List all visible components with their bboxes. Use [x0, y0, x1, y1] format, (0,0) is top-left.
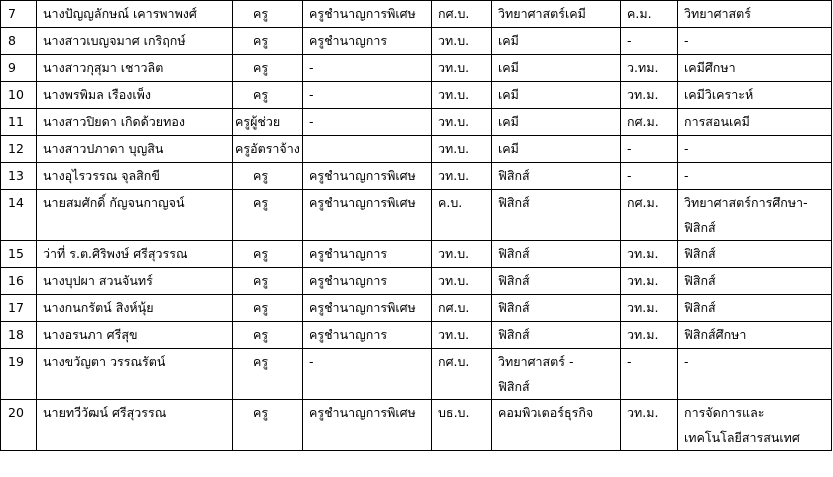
cell-text: ครูอัตราจ้าง — [235, 141, 300, 156]
cell-graduate-degree — [621, 82, 678, 109]
cell-line: เคมีศึกษา — [684, 60, 736, 75]
cell-number — [1, 268, 37, 295]
cell-name — [37, 322, 233, 349]
cell-graduate-degree — [621, 109, 678, 136]
cell-graduate-degree — [621, 241, 678, 268]
cell-bachelor-major — [492, 295, 621, 322]
table-row — [1, 400, 832, 451]
cell-text: นายสมศักดิ์ กัญจนกาญจน์ — [43, 195, 185, 210]
cell-academic-rank — [303, 322, 432, 349]
cell-bachelor-major — [492, 241, 621, 268]
cell-text: นางสาวปภาดา บุญสิน — [43, 141, 164, 156]
cell-line: - — [684, 354, 689, 369]
cell-text: นางอุไรวรรณ จุลสิกขี — [43, 168, 160, 183]
cell-text: นางขวัญตา วรรณรัตน์ — [43, 354, 166, 369]
cell-text: วท.ม. — [627, 273, 659, 288]
cell-position — [233, 1, 303, 28]
cell-line: - — [684, 168, 689, 183]
cell-academic-rank — [303, 268, 432, 295]
cell-position — [233, 109, 303, 136]
cell-line: เคมี — [498, 87, 519, 102]
cell-text: วท.บ. — [438, 327, 470, 342]
cell-graduate-major — [678, 55, 832, 82]
cell-line: ฟิสิกส์ — [684, 246, 716, 261]
cell-text: ครู — [253, 60, 269, 75]
cell-bachelor-degree — [432, 136, 492, 163]
cell-academic-rank — [303, 109, 432, 136]
cell-text: 12 — [8, 141, 24, 156]
cell-line: เคมี — [498, 33, 519, 48]
cell-position — [233, 82, 303, 109]
cell-name — [37, 400, 233, 451]
cell-text: 14 — [8, 195, 24, 210]
cell-graduate-degree — [621, 136, 678, 163]
cell-position — [233, 28, 303, 55]
cell-line: เคมี — [498, 114, 519, 129]
cell-position — [233, 163, 303, 190]
cell-line: ฟิสิกส์ — [498, 327, 530, 342]
cell-text: ครูชำนาญการ — [309, 246, 388, 261]
cell-text: กศ.บ. — [438, 6, 470, 21]
cell-academic-rank — [303, 28, 432, 55]
cell-number — [1, 295, 37, 322]
cell-text: วท.บ. — [438, 168, 470, 183]
cell-text: นางสาวกุสุมา เชาวลิต — [43, 60, 164, 75]
cell-number — [1, 349, 37, 400]
cell-bachelor-major — [492, 28, 621, 55]
cell-text: - — [309, 114, 314, 129]
cell-bachelor-major — [492, 55, 621, 82]
cell-number — [1, 163, 37, 190]
cell-bachelor-degree — [432, 295, 492, 322]
cell-position — [233, 55, 303, 82]
cell-text: ครู — [253, 327, 269, 342]
cell-bachelor-degree — [432, 28, 492, 55]
cell-name — [37, 241, 233, 268]
cell-graduate-major — [678, 322, 832, 349]
cell-bachelor-degree — [432, 163, 492, 190]
cell-graduate-major — [678, 1, 832, 28]
cell-position — [233, 295, 303, 322]
cell-text: นางบุปผา สวนจันทร์ — [43, 273, 153, 288]
cell-text: ครู — [253, 33, 269, 48]
cell-bachelor-major — [492, 349, 621, 400]
cell-text: ค.ม. — [627, 6, 652, 21]
cell-graduate-major — [678, 349, 832, 400]
cell-text: 20 — [8, 405, 24, 420]
cell-position — [233, 268, 303, 295]
cell-text: - — [627, 141, 632, 156]
table-row — [1, 190, 832, 241]
cell-academic-rank — [303, 190, 432, 241]
cell-text: ครูชำนาญการ — [309, 33, 388, 48]
cell-text: ครู — [253, 246, 269, 261]
cell-graduate-major — [678, 400, 832, 451]
cell-name — [37, 349, 233, 400]
cell-bachelor-degree — [432, 400, 492, 451]
cell-text: วท.บ. — [438, 273, 470, 288]
cell-text: ค.บ. — [438, 195, 463, 210]
cell-name — [37, 295, 233, 322]
cell-text: ครู — [253, 300, 269, 315]
cell-graduate-major — [678, 109, 832, 136]
cell-text: ครู — [253, 354, 269, 369]
cell-graduate-major — [678, 295, 832, 322]
cell-line: ฟิสิกส์ — [684, 300, 716, 315]
cell-text: - — [309, 87, 314, 102]
cell-text: - — [627, 33, 632, 48]
cell-graduate-major — [678, 82, 832, 109]
cell-position — [233, 190, 303, 241]
cell-bachelor-degree — [432, 241, 492, 268]
cell-graduate-degree — [621, 1, 678, 28]
cell-text: วท.บ. — [438, 33, 470, 48]
cell-text: ครูชำนาญการ — [309, 273, 388, 288]
cell-text: ครูชำนาญการพิเศษ — [309, 405, 416, 420]
cell-number — [1, 136, 37, 163]
cell-bachelor-major — [492, 190, 621, 241]
cell-number — [1, 1, 37, 28]
cell-text: กศ.บ. — [438, 354, 470, 369]
table-row — [1, 28, 832, 55]
cell-academic-rank — [303, 400, 432, 451]
cell-text: นายทวีวัฒน์ ศรีสุวรรณ — [43, 405, 167, 420]
cell-line: ฟิสิกส์ศึกษา — [684, 327, 747, 342]
cell-line: ฟิสิกส์ — [498, 379, 530, 394]
cell-text: วท.ม. — [627, 300, 659, 315]
cell-line: วิทยาศาสตร์ - — [498, 354, 574, 369]
cell-name — [37, 55, 233, 82]
cell-text: ครูผู้ช่วย — [235, 114, 281, 129]
cell-academic-rank — [303, 1, 432, 28]
cell-text: ครูชำนาญการพิเศษ — [309, 195, 416, 210]
cell-text: 18 — [8, 327, 24, 342]
cell-text: นางอรนภา ศรีสุข — [43, 327, 138, 342]
cell-text: ครูชำนาญการพิเศษ — [309, 300, 416, 315]
cell-text: ครูชำนาญการพิเศษ — [309, 168, 416, 183]
cell-text: บธ.บ. — [438, 405, 470, 420]
cell-text: ว่าที่ ร.ต.ศิริพงษ์ ศรีสุวรรณ — [43, 246, 188, 261]
cell-name — [37, 136, 233, 163]
cell-academic-rank — [303, 295, 432, 322]
cell-text: ครู — [253, 168, 269, 183]
cell-academic-rank — [303, 241, 432, 268]
cell-text: 7 — [8, 6, 16, 21]
cell-line: วิทยาศาสตร์การศึกษา- — [684, 195, 808, 210]
cell-bachelor-degree — [432, 55, 492, 82]
cell-text: วท.ม. — [627, 87, 659, 102]
table-row — [1, 136, 832, 163]
cell-text: นางกนกรัตน์ สิงห์นุ้ย — [43, 300, 154, 315]
cell-bachelor-major — [492, 322, 621, 349]
table-row — [1, 295, 832, 322]
cell-academic-rank — [303, 163, 432, 190]
cell-line: ฟิสิกส์ — [684, 273, 716, 288]
cell-text: 9 — [8, 60, 16, 75]
cell-name — [37, 268, 233, 295]
table-row — [1, 349, 832, 400]
cell-text: 17 — [8, 300, 24, 315]
cell-name — [37, 28, 233, 55]
cell-text: นางพรพิมล เรืองเพ็ง — [43, 87, 151, 102]
cell-bachelor-major — [492, 136, 621, 163]
cell-bachelor-degree — [432, 322, 492, 349]
cell-text: กศ.ม. — [627, 114, 659, 129]
cell-line: ฟิสิกส์ — [498, 246, 530, 261]
cell-text: วท.ม. — [627, 327, 659, 342]
cell-line: เคมี — [498, 141, 519, 156]
cell-text: ครู — [253, 405, 269, 420]
cell-line: ฟิสิกส์ — [498, 273, 530, 288]
cell-text: วท.ม. — [627, 246, 659, 261]
cell-name — [37, 190, 233, 241]
cell-line: เทคโนโลยีสารสนเทศ — [684, 430, 800, 445]
cell-name — [37, 109, 233, 136]
cell-line: วิทยาศาสตร์ — [684, 6, 752, 21]
cell-text: วท.บ. — [438, 114, 470, 129]
cell-text: กศ.ม. — [627, 195, 659, 210]
cell-text: กศ.บ. — [438, 300, 470, 315]
cell-number — [1, 241, 37, 268]
table-row — [1, 268, 832, 295]
cell-bachelor-major — [492, 1, 621, 28]
cell-graduate-degree — [621, 163, 678, 190]
table-row — [1, 241, 832, 268]
cell-line: การสอนเคมี — [684, 114, 750, 129]
cell-line: คอมพิวเตอร์ธุรกิจ — [498, 405, 594, 420]
cell-position — [233, 322, 303, 349]
cell-number — [1, 190, 37, 241]
cell-text: นางปัญญลักษณ์ เคารพาพงศ์ — [43, 6, 197, 21]
cell-number — [1, 109, 37, 136]
cell-line: ฟิสิกส์ — [498, 300, 530, 315]
cell-bachelor-degree — [432, 1, 492, 28]
cell-text: - — [627, 354, 632, 369]
cell-graduate-major — [678, 190, 832, 241]
cell-text: 13 — [8, 168, 24, 183]
cell-graduate-degree — [621, 28, 678, 55]
cell-text: วท.บ. — [438, 60, 470, 75]
cell-text: ครู — [253, 87, 269, 102]
cell-graduate-degree — [621, 295, 678, 322]
cell-graduate-degree — [621, 322, 678, 349]
cell-bachelor-degree — [432, 349, 492, 400]
cell-position — [233, 241, 303, 268]
cell-graduate-degree — [621, 190, 678, 241]
cell-number — [1, 400, 37, 451]
cell-text: 8 — [8, 33, 16, 48]
cell-line: เคมีวิเคราะห์ — [684, 87, 754, 102]
cell-graduate-major — [678, 136, 832, 163]
cell-bachelor-degree — [432, 190, 492, 241]
cell-line: เคมี — [498, 60, 519, 75]
cell-position — [233, 400, 303, 451]
cell-number — [1, 322, 37, 349]
cell-bachelor-degree — [432, 109, 492, 136]
cell-text: วท.ม. — [627, 405, 659, 420]
cell-bachelor-major — [492, 163, 621, 190]
cell-text: นางสาวเบญจมาศ เกริฤกษ์ — [43, 33, 186, 48]
cell-line: ฟิสิกส์ — [684, 220, 716, 235]
cell-text: ว.ทม. — [627, 60, 659, 75]
cell-position — [233, 349, 303, 400]
table-row — [1, 163, 832, 190]
cell-text: วท.บ. — [438, 87, 470, 102]
cell-text: ครู — [253, 195, 269, 210]
cell-name — [37, 82, 233, 109]
cell-academic-rank — [303, 136, 432, 163]
cell-line: ฟิสิกส์ — [498, 168, 530, 183]
cell-graduate-degree — [621, 400, 678, 451]
cell-bachelor-major — [492, 268, 621, 295]
table-row — [1, 55, 832, 82]
cell-bachelor-degree — [432, 82, 492, 109]
cell-text: - — [309, 60, 314, 75]
cell-graduate-degree — [621, 349, 678, 400]
table-row — [1, 82, 832, 109]
staff-table-body — [1, 1, 832, 451]
cell-text: ครู — [253, 6, 269, 21]
cell-text: - — [627, 168, 632, 183]
cell-graduate-degree — [621, 268, 678, 295]
cell-bachelor-degree — [432, 268, 492, 295]
table-row — [1, 1, 832, 28]
cell-name — [37, 1, 233, 28]
cell-number — [1, 28, 37, 55]
cell-academic-rank — [303, 55, 432, 82]
cell-line: - — [684, 33, 689, 48]
cell-graduate-degree — [621, 55, 678, 82]
cell-text: 16 — [8, 273, 24, 288]
cell-graduate-major — [678, 163, 832, 190]
cell-number — [1, 55, 37, 82]
cell-academic-rank — [303, 349, 432, 400]
cell-text: นางสาวปิยดา เกิดด้วยทอง — [43, 114, 185, 129]
cell-bachelor-major — [492, 109, 621, 136]
cell-text: วท.บ. — [438, 141, 470, 156]
cell-academic-rank — [303, 82, 432, 109]
cell-graduate-major — [678, 28, 832, 55]
cell-text: 10 — [8, 87, 24, 102]
table-row — [1, 109, 832, 136]
cell-graduate-major — [678, 268, 832, 295]
cell-text: วท.บ. — [438, 246, 470, 261]
cell-line: - — [684, 141, 689, 156]
cell-text: 19 — [8, 354, 24, 369]
cell-text: ครู — [253, 273, 269, 288]
cell-line: ฟิสิกส์ — [498, 195, 530, 210]
cell-graduate-major — [678, 241, 832, 268]
cell-text: ครูชำนาญการ — [309, 327, 388, 342]
cell-text: 11 — [8, 114, 24, 129]
cell-line: วิทยาศาสตร์เคมี — [498, 6, 586, 21]
table-row — [1, 322, 832, 349]
cell-text: - — [309, 354, 314, 369]
cell-number — [1, 82, 37, 109]
cell-line: การจัดการและ — [684, 405, 765, 420]
cell-name — [37, 163, 233, 190]
cell-text: 15 — [8, 246, 24, 261]
cell-bachelor-major — [492, 82, 621, 109]
cell-text: ครูชำนาญการพิเศษ — [309, 6, 416, 21]
cell-position — [233, 136, 303, 163]
cell-bachelor-major — [492, 400, 621, 451]
